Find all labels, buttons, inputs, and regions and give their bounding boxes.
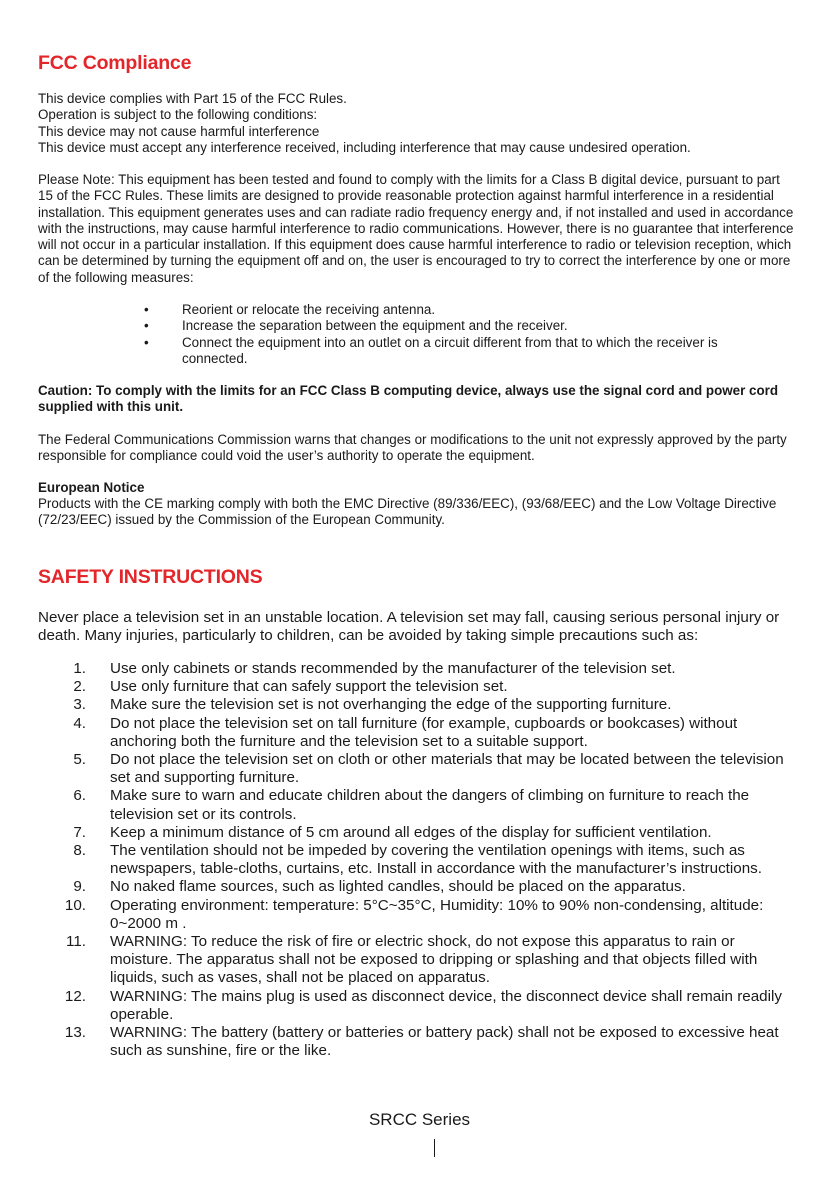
step-text: Make sure to warn and educate children about the dangers of climbing on furniture to reach the television set or its controls. — [110, 787, 750, 823]
step-number: 5. — [73, 751, 86, 769]
list-item — [144, 302, 784, 318]
measure-text: Reorient or relocate the receiving antenna. — [182, 302, 436, 317]
step-text: Keep a minimum distance of 5 cm around all edges of the display for sufficient ventilation. — [110, 823, 712, 841]
list-item — [38, 787, 798, 823]
condition-line: This device may not cause harmful interference — [38, 123, 320, 139]
fcc-measures-list — [144, 302, 784, 367]
list-item — [38, 824, 798, 842]
step-text: Operating environment: temperature: 5°C~35°C, Humidity: 10% to 90% non-condensing, altitude: 0~2000 m . — [110, 896, 764, 932]
fcc-conditions — [38, 91, 798, 156]
step-text: Do not place the television set on tall furniture (for example, cupboards or bookcases) without anchoring both the furniture and the television set to a suitable support. — [110, 714, 738, 750]
condition-line: This device complies with Part 15 of the FCC Rules. — [38, 91, 347, 106]
list-item — [144, 335, 784, 368]
step-number: 9. — [73, 878, 86, 896]
fcc-compliance-heading: FCC Compliance — [38, 52, 192, 74]
list-item — [38, 1024, 798, 1060]
step-text: Make sure the television set is not overhanging the edge of the supporting furniture. — [110, 696, 672, 714]
step-number: 11. — [66, 933, 86, 951]
step-number: 12. — [64, 987, 86, 1005]
safety-steps-list — [38, 660, 798, 1060]
list-item — [38, 660, 798, 678]
list-item — [144, 318, 784, 334]
list-item — [38, 696, 798, 714]
footer-series-label: SRCC Series — [368, 1110, 471, 1129]
step-text: Use only furniture that can safely support the television set. — [110, 678, 508, 696]
step-text: The ventilation should not be impeded by covering the ventilation openings with items, such as newspapers, table-cloths, curtains, etc. Install in accordance with the manufacturer’s instructions. — [110, 842, 762, 878]
list-item — [38, 751, 798, 787]
measure-text: Connect the equipment into an outlet on a circuit different from that to which the receiver is connected. — [182, 334, 718, 366]
bullet-icon: • — [144, 302, 149, 317]
list-item — [38, 897, 798, 933]
step-number: 8. — [73, 842, 86, 860]
list-item — [38, 678, 798, 696]
step-number: 3. — [73, 696, 86, 714]
page-divider — [434, 1139, 435, 1157]
european-notice-heading: European Notice — [38, 480, 145, 495]
european-notice-body: Products with the CE marking comply with both the EMC Directive (89/336/EEC), (93/68/EEC) and the Low Voltage Directive (72/23/EEC) issued by the Commission of the European Community. — [38, 496, 777, 528]
step-number: 1. — [73, 660, 86, 677]
bullet-icon: • — [144, 318, 149, 334]
step-number: 7. — [73, 823, 86, 841]
step-text: Do not place the television set on cloth or other materials that may be located between the television set and supporting furniture. — [110, 751, 784, 787]
list-item — [38, 842, 798, 878]
list-item — [38, 878, 798, 896]
list-item — [38, 933, 798, 988]
condition-line: This device must accept any interference received, including interference that may cause undesired operation. — [38, 139, 691, 155]
step-number: 6. — [73, 787, 86, 805]
step-text: Use only cabinets or stands recommended by the manufacturer of the television set. — [110, 660, 676, 677]
step-number: 13. — [64, 1024, 86, 1042]
step-number: 2. — [73, 678, 86, 696]
step-text: No naked flame sources, such as lighted candles, should be placed on the apparatus. — [110, 878, 686, 896]
safety-intro: Never place a television set in an unstable location. A television set may fall, causing serious personal injury or death. Many injuries, particularly to children, can be avoided by taking simple precautions such as: — [38, 609, 780, 645]
step-text: WARNING: To reduce the risk of fire or electric shock, do not expose this apparatus to rain or moisture. The apparatus shall not be exposed to dripping or splashing and that objects filled with liquids, such as vases, shall not be placed on apparatus. — [110, 933, 758, 987]
fcc-warning-paragraph: The Federal Communications Commission warns that changes or modifications to the unit not expressly approved by the party responsible for compliance could void the user’s authority to operate the equipment. — [38, 432, 787, 464]
step-number: 10. — [64, 896, 86, 914]
bullet-icon: • — [144, 334, 149, 350]
fcc-note-paragraph: Please Note: This equipment has been tested and found to comply with the limits for a Class B digital device, pursuant to part 15 of the FCC Rules. These limits are designed to provide reasonable protection against harmful interference in a residential installation. This equipment generates uses and can radiate radio frequency energy and, if not installed and used in accordance with the instructions, may cause harmful interference to radio communications. However, there is no guarantee that interference will not occur in a particular installation. If this equipment does cause harmful interference to radio or television reception, which can be determined by turning the equipment off and on, the user is encouraged to try to correct the interference by one or more of the following measures: — [38, 172, 794, 285]
step-text: WARNING: The battery (battery or batteries or battery pack) shall not be exposed to excessive heat such as sunshine, fire or the like. — [110, 1024, 779, 1060]
condition-line: Operation is subject to the following conditions: — [38, 107, 318, 123]
safety-instructions-heading: SAFETY INSTRUCTIONS — [38, 566, 263, 588]
fcc-caution: Caution: To comply with the limits for an FCC Class B computing device, always use the signal cord and power cord supplied with this unit. — [38, 383, 779, 415]
step-number: 4. — [73, 714, 86, 732]
list-item — [38, 988, 798, 1024]
step-text: WARNING: The mains plug is used as disconnect device, the disconnect device shall remain readily operable. — [110, 987, 782, 1023]
measure-text: Increase the separation between the equipment and the receiver. — [182, 318, 568, 334]
list-item — [38, 715, 798, 751]
